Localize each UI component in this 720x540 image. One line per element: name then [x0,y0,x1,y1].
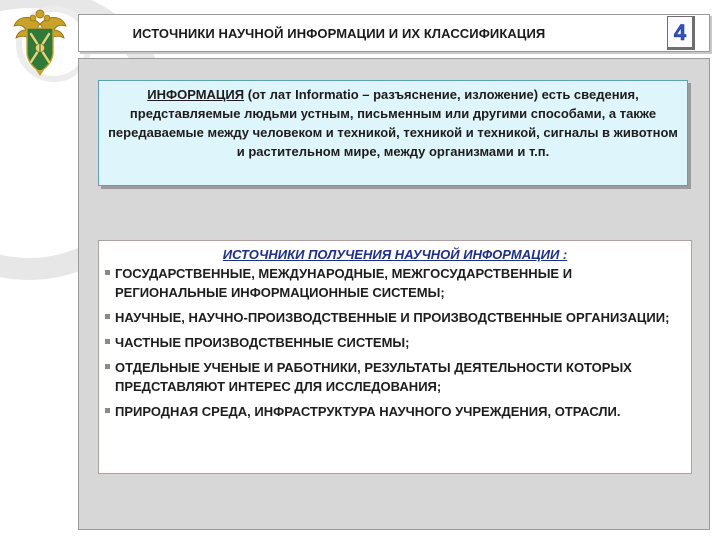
list-item [105,308,683,327]
bullet-icon [105,364,110,369]
list-item [105,358,683,396]
list-item-text: ГОСУДАРСТВЕННЫЕ, МЕЖДУНАРОДНЫЕ, МЕЖГОСУДАРСТВЕННЫЕ И РЕГИОНАЛЬНЫЕ ИНФОРМАЦИОННЫЕ СИСТЕМЫ; [115,266,573,300]
bullet-icon [105,408,110,413]
sources-box [98,240,692,474]
slide-header [78,14,710,52]
bullet-icon [105,339,110,344]
list-item-text: ОТДЕЛЬНЫЕ УЧЕНЫЕ И РАБОТНИКИ, РЕЗУЛЬТАТЫ ДЕЯТЕЛЬНОСТИ КОТОРЫХ ПРЕДСТАВЛЯЮТ ИНТЕРЕС ДЛЯ ИССЛЕДОВАНИЯ; [115,360,632,394]
bullet-icon [105,314,110,319]
list-item [105,264,683,302]
definition-text [99,81,687,161]
list-item-text: ПРИРОДНАЯ СРЕДА, ИНФРАСТРУКТУРА НАУЧНОГО УЧРЕЖДЕНИЯ, ОТРАСЛИ. [115,404,621,419]
sources-list [99,264,691,421]
definition-box [98,80,688,186]
list-item-text: НАУЧНЫЕ, НАУЧНО-ПРОИЗВОДСТВЕННЫЕ И ПРОИЗВОДСТВЕННЫЕ ОРГАНИЗАЦИИ; [115,310,670,325]
page-number-badge [667,16,695,50]
definition-body: (от лат Informatio – разъяснение, изложение) есть сведения, представляемые людьми устным, письменным или другими способами, а также передаваемые между человеком и техникой, техникой и техникой, сигналы в животном и растительном мире, между организмами и т.п. [108,87,678,159]
customs-emblem-icon [12,6,68,78]
list-item [105,402,683,421]
bullet-icon [105,270,110,275]
sources-heading: ИСТОЧНИКИ ПОЛУЧЕНИЯ НАУЧНОЙ ИНФОРМАЦИИ : [222,247,568,262]
definition-term: ИНФОРМАЦИЯ [147,87,245,102]
list-item-text: ЧАСТНЫЕ ПРОИЗВОДСТВЕННЫЕ СИСТЕМЫ; [115,335,410,350]
slide-title: ИСТОЧНИКИ НАУЧНОЙ ИНФОРМАЦИИ И ИХ КЛАССИФИКАЦИЯ [132,26,546,41]
page-number: 4 [673,20,687,45]
list-item [105,333,683,352]
